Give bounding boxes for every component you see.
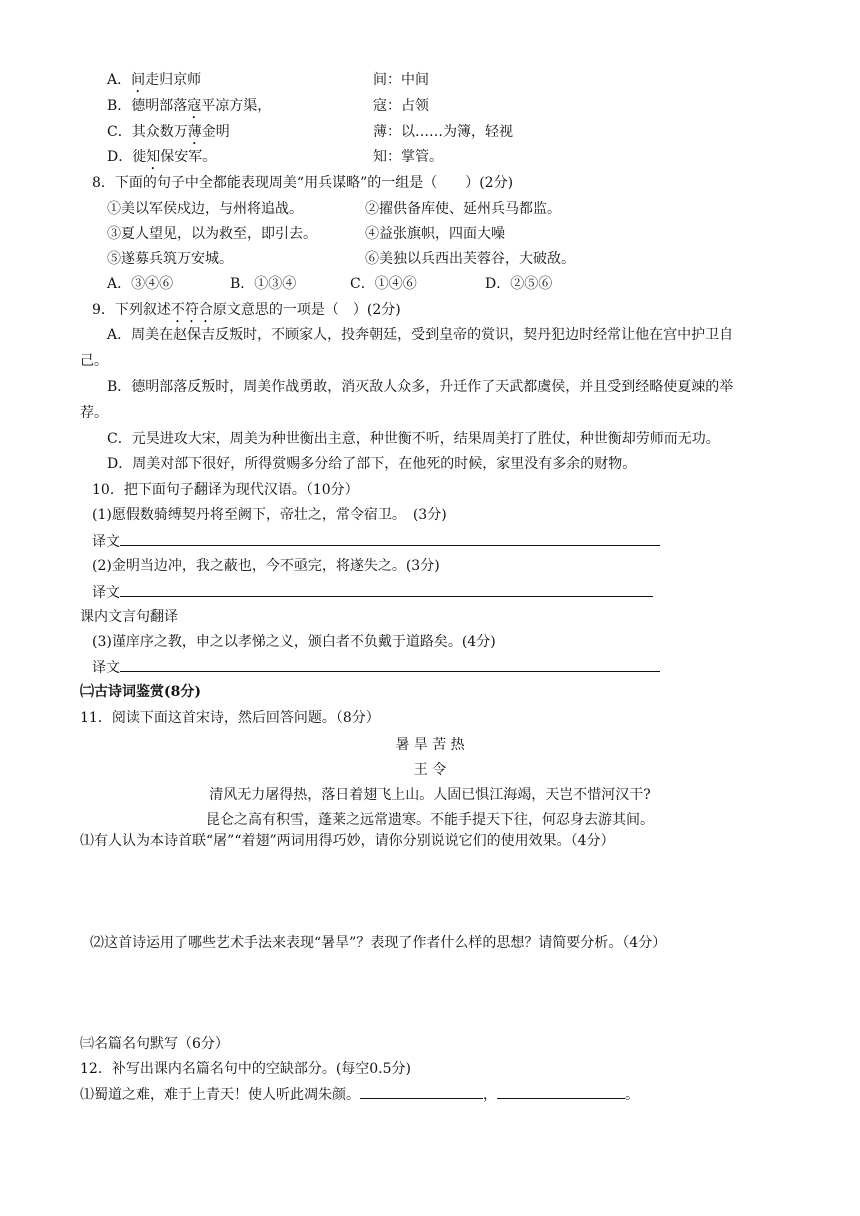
q11-sub-2: ⑵这首诗运用了哪些艺术手法来表现“暑旱”？表现了作者什么样的思想？请简要分析。（4分） <box>90 935 667 951</box>
q7-option-c: C．其众数万薄金明 <box>107 124 230 140</box>
q9-option-c: C．元昊进攻大宋，周美为种世衡出主意，种世衡不听，结果周美打了胜仗，种世衡却劳师而无功。 <box>107 431 720 447</box>
poem-line-1: 清风无力屠得热，落日着翅飞上山。人固已惧江海竭，天岂不惜河汉干? <box>209 787 651 803</box>
poem-title: 暑 旱 苦 热 <box>395 737 465 753</box>
q8-choice-b: B．①③④ <box>230 276 297 292</box>
q12-stem: 12．补写出课内名篇名句中的空缺部分。(每空0.5分) <box>80 1061 412 1077</box>
q9-option-a: A．周美在赵保吉反叛时，不顾家人，投奔朝廷，受到皇帝的赏识，契丹犯边时经常让他在宫中护卫自 <box>107 327 734 343</box>
q7-option-c-gloss: 薄：以……为簿，轻视 <box>373 124 513 140</box>
q8-item-3: ③夏人望见，以为救至，即引去。 <box>107 226 317 242</box>
q9-option-b: B．德明部落反叛时，周美作战勇敢，消灭敌人众多，升迁作了天武都虞侯，并且受到经略使夏竦的举 <box>107 379 734 395</box>
section-2-heading: ㈡古诗词鉴赏(8分) <box>80 684 201 700</box>
q8-choice-c: C．①④⑥ <box>350 276 417 292</box>
q8-item-2: ②擢供备库使、延州兵马都监。 <box>365 201 561 217</box>
q8-choice-d: D．②⑤⑥ <box>485 276 553 292</box>
q10-inclass-heading: 课内文言句翻译 <box>80 609 178 625</box>
q10-sentence-3: (3)谨庠序之教，申之以孝悌之义，颁白者不负戴于道路矣。(4分) <box>92 634 496 650</box>
q9-option-d: D．周美对部下很好，所得赏赐多分给了部下，在他死的时候，家里没有多余的财物。 <box>107 456 637 472</box>
poem-line-2: 昆仑之高有积雪，蓬莱之远常遗寒。不能手提天下往，何忍身去游其间。 <box>206 812 654 828</box>
q8-stem: 8．下面的句子中全都能表现周美“用兵谋略”的一组是（ ）(2分) <box>92 175 514 191</box>
q8-item-1: ①美以军侯戍边，与州将追战。 <box>107 201 303 217</box>
q9-option-a-cont: 己。 <box>80 353 108 369</box>
q8-item-6: ⑥美独以兵西出芙蓉谷，大破敌。 <box>365 251 575 267</box>
q10-answer-2[interactable]: 译文 <box>92 582 653 603</box>
q8-item-4: ④益张旗帜，四面大噪 <box>365 226 505 242</box>
poem-author: 王 令 <box>413 762 447 778</box>
q10-sentence-1: (1)愿假数骑缚契丹将至阙下，帝壮之，常令宿卫。 (3分) <box>92 507 447 523</box>
q8-item-5: ⑤遂募兵筑万安城。 <box>107 251 233 267</box>
q9-stem: 9．下列叙述不符合原文意思的一项是（ ）(2分) <box>92 302 401 318</box>
section-3-heading: ㈢名篇名句默写（6分） <box>80 1036 229 1052</box>
q7-option-a: A．间走归京师 <box>107 72 202 88</box>
q11-stem: 11．阅读下面这首宋诗，然后回答问题。（8分） <box>80 710 380 726</box>
q7-option-b: B．德明部落寇平凉方渠， <box>107 98 272 114</box>
q10-stem: 10．把下面句子翻译为现代汉语。（10分） <box>92 482 359 498</box>
q9-option-b-cont: 荐。 <box>80 405 108 421</box>
q8-choice-a: A．③④⑥ <box>107 276 174 292</box>
q10-answer-1[interactable]: 译文 <box>92 531 660 552</box>
q7-option-d-gloss: 知：掌管。 <box>373 149 443 165</box>
q10-sentence-2: (2)金明当边冲，我之蔽也，今不亟完，将遂失之。(3分) <box>92 558 440 574</box>
q12-line-1[interactable]: ⑴蜀道之难，难于上青天！使人听此凋朱颜。 ， 。 <box>80 1084 639 1105</box>
q7-option-a-gloss: 间：中间 <box>373 72 429 88</box>
q10-answer-3[interactable]: 译文 <box>92 657 660 678</box>
q7-option-b-gloss: 寇：占领 <box>373 98 429 114</box>
q7-option-d: D．徙知保安军。 <box>107 149 217 165</box>
q11-sub-1: ⑴有人认为本诗首联“屠”“着翅”两词用得巧妙，请你分别说说它们的使用效果。（4分） <box>80 833 615 849</box>
